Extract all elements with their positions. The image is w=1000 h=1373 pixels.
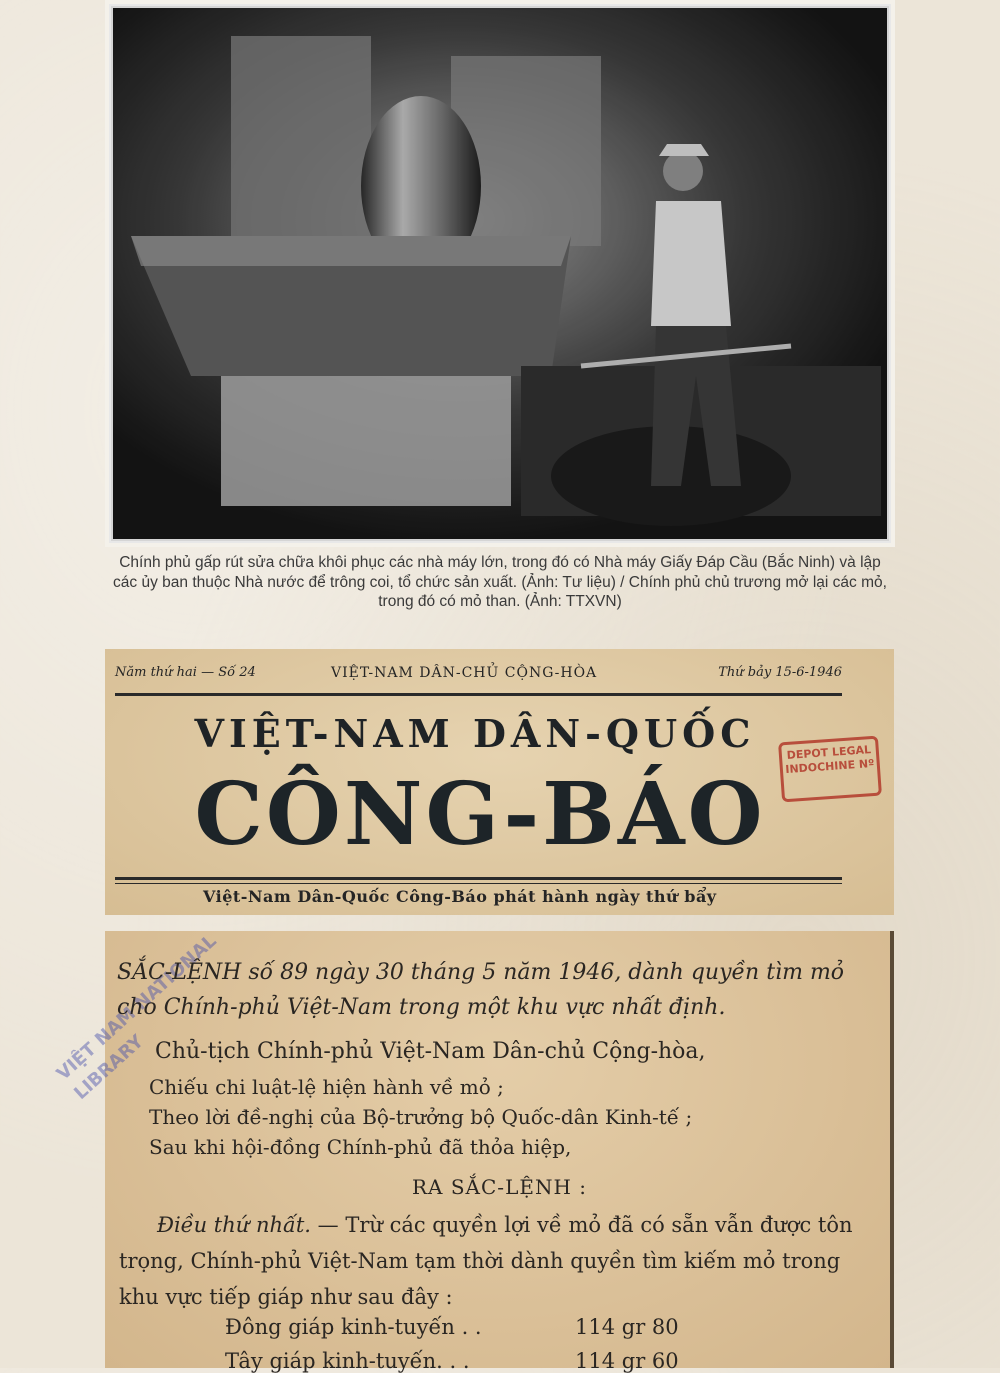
photo-caption: Chính phủ gấp rút sửa chữa khôi phục các nhà máy lớn, trong đó có Nhà máy Giấy Đáp Cầu (Bắc Ninh) và lập các ủy ban thuộc Nhà nước để trông coi, tổ chức sản xuất. (Ảnh: Tư liệu) / Chính phủ chủ trương mở lại các mỏ, trong đó có mỏ than. (Ảnh: TTXVN) [113,554,887,610]
coordinate-value: 114 gr 80 [575,1315,679,1339]
decree-line-4: Sau khi hội-đồng Chính-phủ đã thỏa hiệp, [149,1135,572,1159]
decree-heading: SẮC-LỆNH số 89 ngày 30 tháng 5 năm 1946, dành quyền tìm mỏ cho Chính-phủ Việt-Nam trong một khu vực nhất định. [117,960,845,1020]
issue-number: Năm thứ hai — Số 24 [115,665,256,680]
republic-name: VIỆT-NAM DÂN-CHỦ CỘNG-HÒA [331,665,598,681]
decree-line-3: Theo lời đề-nghị của Bộ-trưởng bộ Quốc-dân Kinh-tế ; [149,1105,693,1129]
coordinate-row [225,1315,679,1339]
masthead-bottom-rule [115,877,842,880]
library-watermark: VIỆT NAM NATIONAL LIBRARY [52,930,221,1104]
article-text: — Trừ các quyền lợi về mỏ đã có sẵn vẫn được tôn trọng, Chính-phủ Việt-Nam tạm thời dành quyền tìm kiếm mỏ trong khu vực tiếp giáp như sau đây : [119,1213,853,1309]
publish-line: Việt-Nam Dân-Quốc Công-Báo phát hành ngày thứ bẩy [203,887,717,906]
decree-line-1: Chủ-tịch Chính-phủ Việt-Nam Dân-chủ Cộng-hòa, [155,1039,706,1064]
historic-photo [105,0,895,547]
issue-date: Thứ bảy 15-6-1946 [718,665,842,680]
decree-line-2: Chiếu chi luật-lệ hiện hành về mỏ ; [149,1075,504,1099]
masthead-title: CÔNG-BÁO [194,764,766,865]
article-one [119,1207,859,1315]
coordinate-value: 114 gr 60 [575,1349,679,1373]
decree-document [52,930,894,1373]
depot-legal-stamp: DEPOT LEGAL INDOCHINE Nº [778,736,882,803]
masthead-subtitle: VIỆT-NAM DÂN-QUỐC [194,711,756,756]
factory-worker-photo [111,6,889,541]
decree-label: RA SẮC-LỆNH : [412,1175,587,1199]
newspaper-masthead [105,649,894,915]
article-label: Điều thứ nhất. [157,1213,311,1237]
masthead-bottom-rule-thin [115,883,842,884]
masthead-top-line [105,665,894,687]
coordinate-label: Tây giáp kinh-tuyến. . . [225,1349,470,1373]
masthead-divider [115,693,842,696]
coordinate-label: Đông giáp kinh-tuyến . . [225,1315,482,1339]
coordinate-row [225,1349,679,1373]
page-edge [890,931,894,1368]
